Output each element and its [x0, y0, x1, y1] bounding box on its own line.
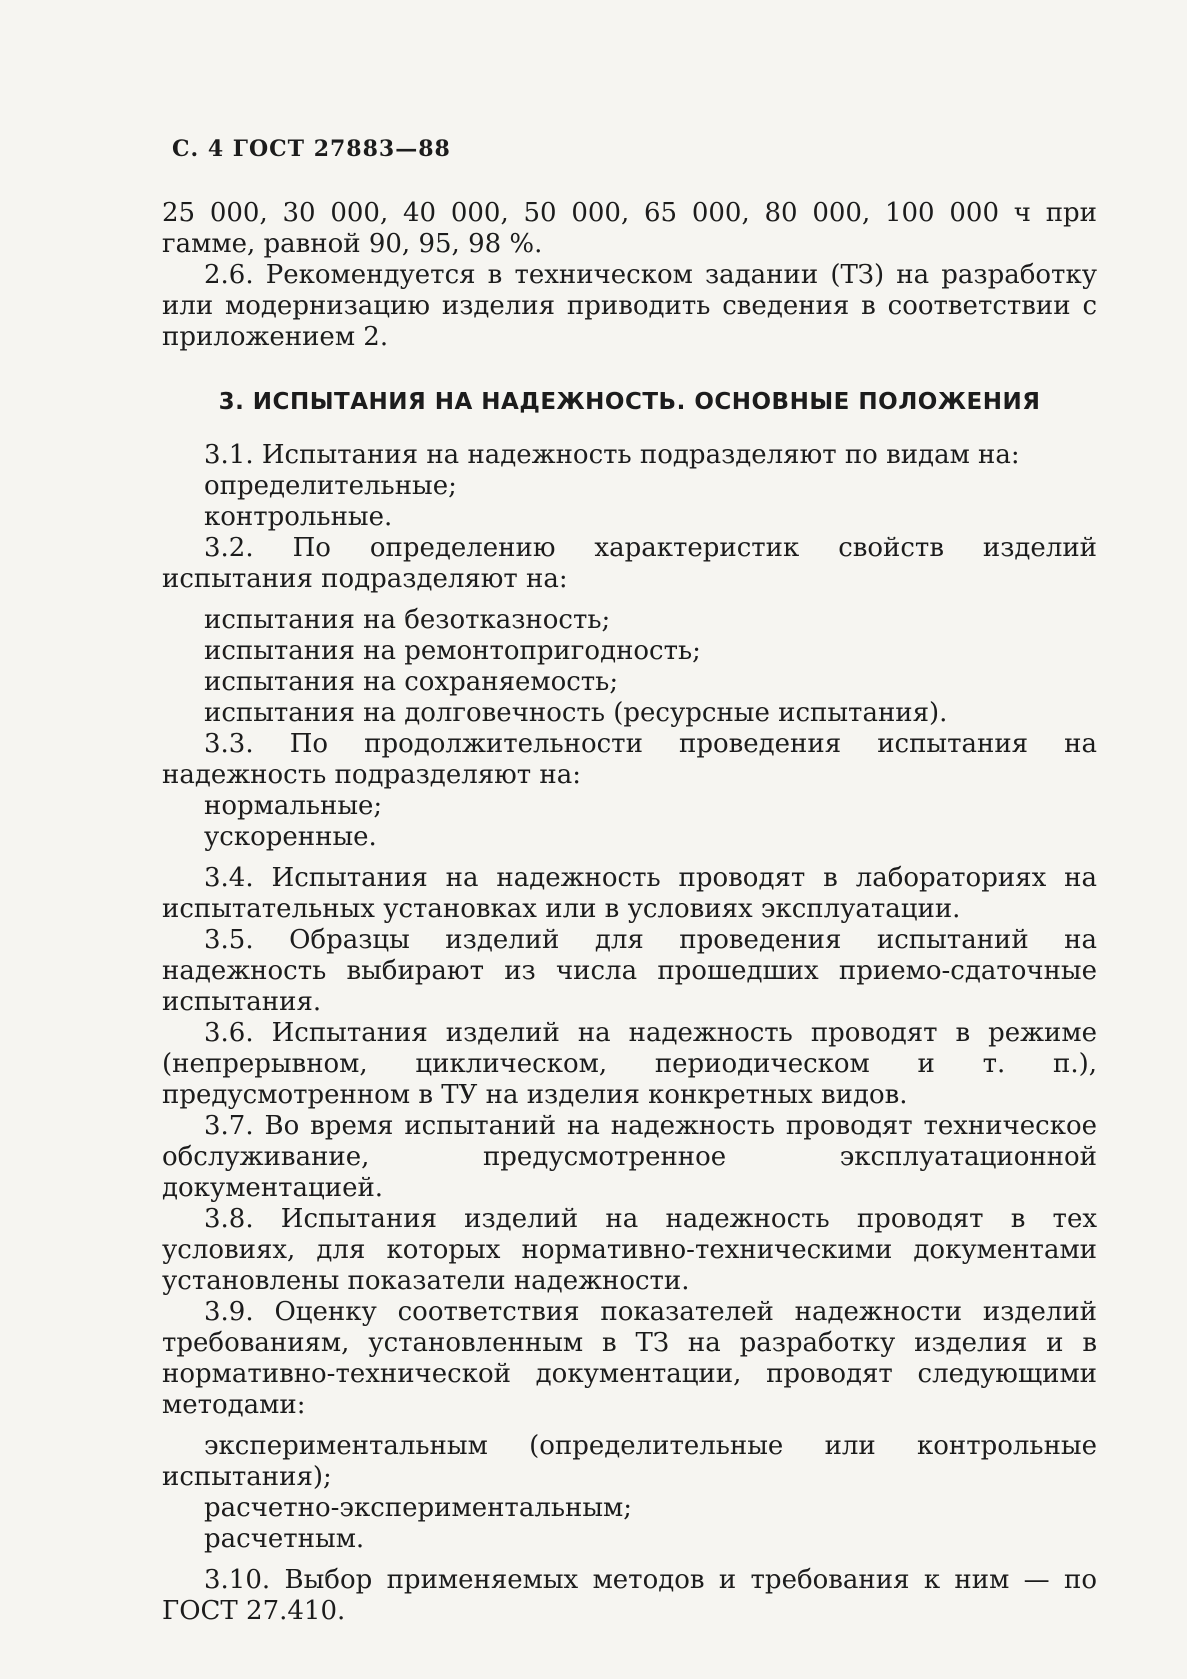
list-item: испытания на безотказность;	[204, 605, 611, 635]
paragraph-3-7: 3.7. Во время испытаний на надежность проводят техническое обслуживание, предусмотренное эксплуатационной документацией.	[162, 1111, 1097, 1203]
paragraph-3-9: 3.9. Оценку соответствия показателей надежности изделий требованиям, установленным в ТЗ на разработку изделия и в нормативно-технической документации, проводят следующими методами:	[162, 1297, 1097, 1420]
list-item: испытания на сохраняемость;	[204, 667, 619, 697]
paragraph-3-4: 3.4. Испытания на надежность проводят в лабораториях на испытательных установках или в условиях эксплуатации.	[162, 863, 1097, 924]
list-item: ускоренные.	[204, 822, 377, 852]
list-item: расчетным.	[204, 1524, 365, 1554]
list-item: контрольные.	[204, 502, 393, 532]
paragraph-3-1: 3.1. Испытания на надежность подразделяют по видам на:	[204, 440, 1020, 470]
document-body	[162, 198, 1097, 1627]
paragraph-3-6: 3.6. Испытания изделий на надежность проводят в режиме (непрерывном, циклическом, периодическом и т. п.), предусмотренном в ТУ на изделия конкретных видов.	[162, 1018, 1097, 1110]
list-item: испытания на долговечность (ресурсные испытания).	[204, 698, 948, 728]
list-item: расчетно-экспериментальным;	[204, 1493, 632, 1523]
list-item: определительные;	[204, 471, 457, 501]
paragraph-3-10: 3.10. Выбор применяемых методов и требования к ним — по ГОСТ 27.410.	[162, 1565, 1097, 1626]
list-item: нормальные;	[204, 791, 383, 821]
section-3-title: 3. ИСПЫТАНИЯ НА НАДЕЖНОСТЬ. ОСНОВНЫЕ ПОЛОЖЕНИЯ	[218, 389, 1041, 415]
paragraph-continuation: 25 000, 30 000, 40 000, 50 000, 65 000, 80 000, 100 000 ч при гамме, равной 90, 95, 98 %.	[162, 198, 1097, 259]
list-item: испытания на ремонтопригодность;	[204, 636, 701, 666]
list-item: экспериментальным (определительные или контрольные испытания);	[162, 1431, 1097, 1492]
paragraph-3-3: 3.3. По продолжительности проведения испытания на надежность подразделяют на:	[162, 729, 1097, 790]
paragraph-3-5: 3.5. Образцы изделий для проведения испытаний на надежность выбирают из числа прошедших приемо-сдаточные испытания.	[162, 925, 1097, 1017]
paragraph-2-6: 2.6. Рекомендуется в техническом задании (ТЗ) на разработку или модернизацию изделия приводить сведения в соответствии с приложением 2.	[162, 260, 1097, 352]
paragraph-3-8: 3.8. Испытания изделий на надежность проводят в тех условиях, для которых нормативно-техническими документами установлены показатели надежности.	[162, 1204, 1097, 1296]
page-header: С. 4 ГОСТ 27883—88	[172, 136, 451, 162]
paragraph-3-2: 3.2. По определению характеристик свойств изделий испытания подразделяют на:	[162, 533, 1097, 594]
